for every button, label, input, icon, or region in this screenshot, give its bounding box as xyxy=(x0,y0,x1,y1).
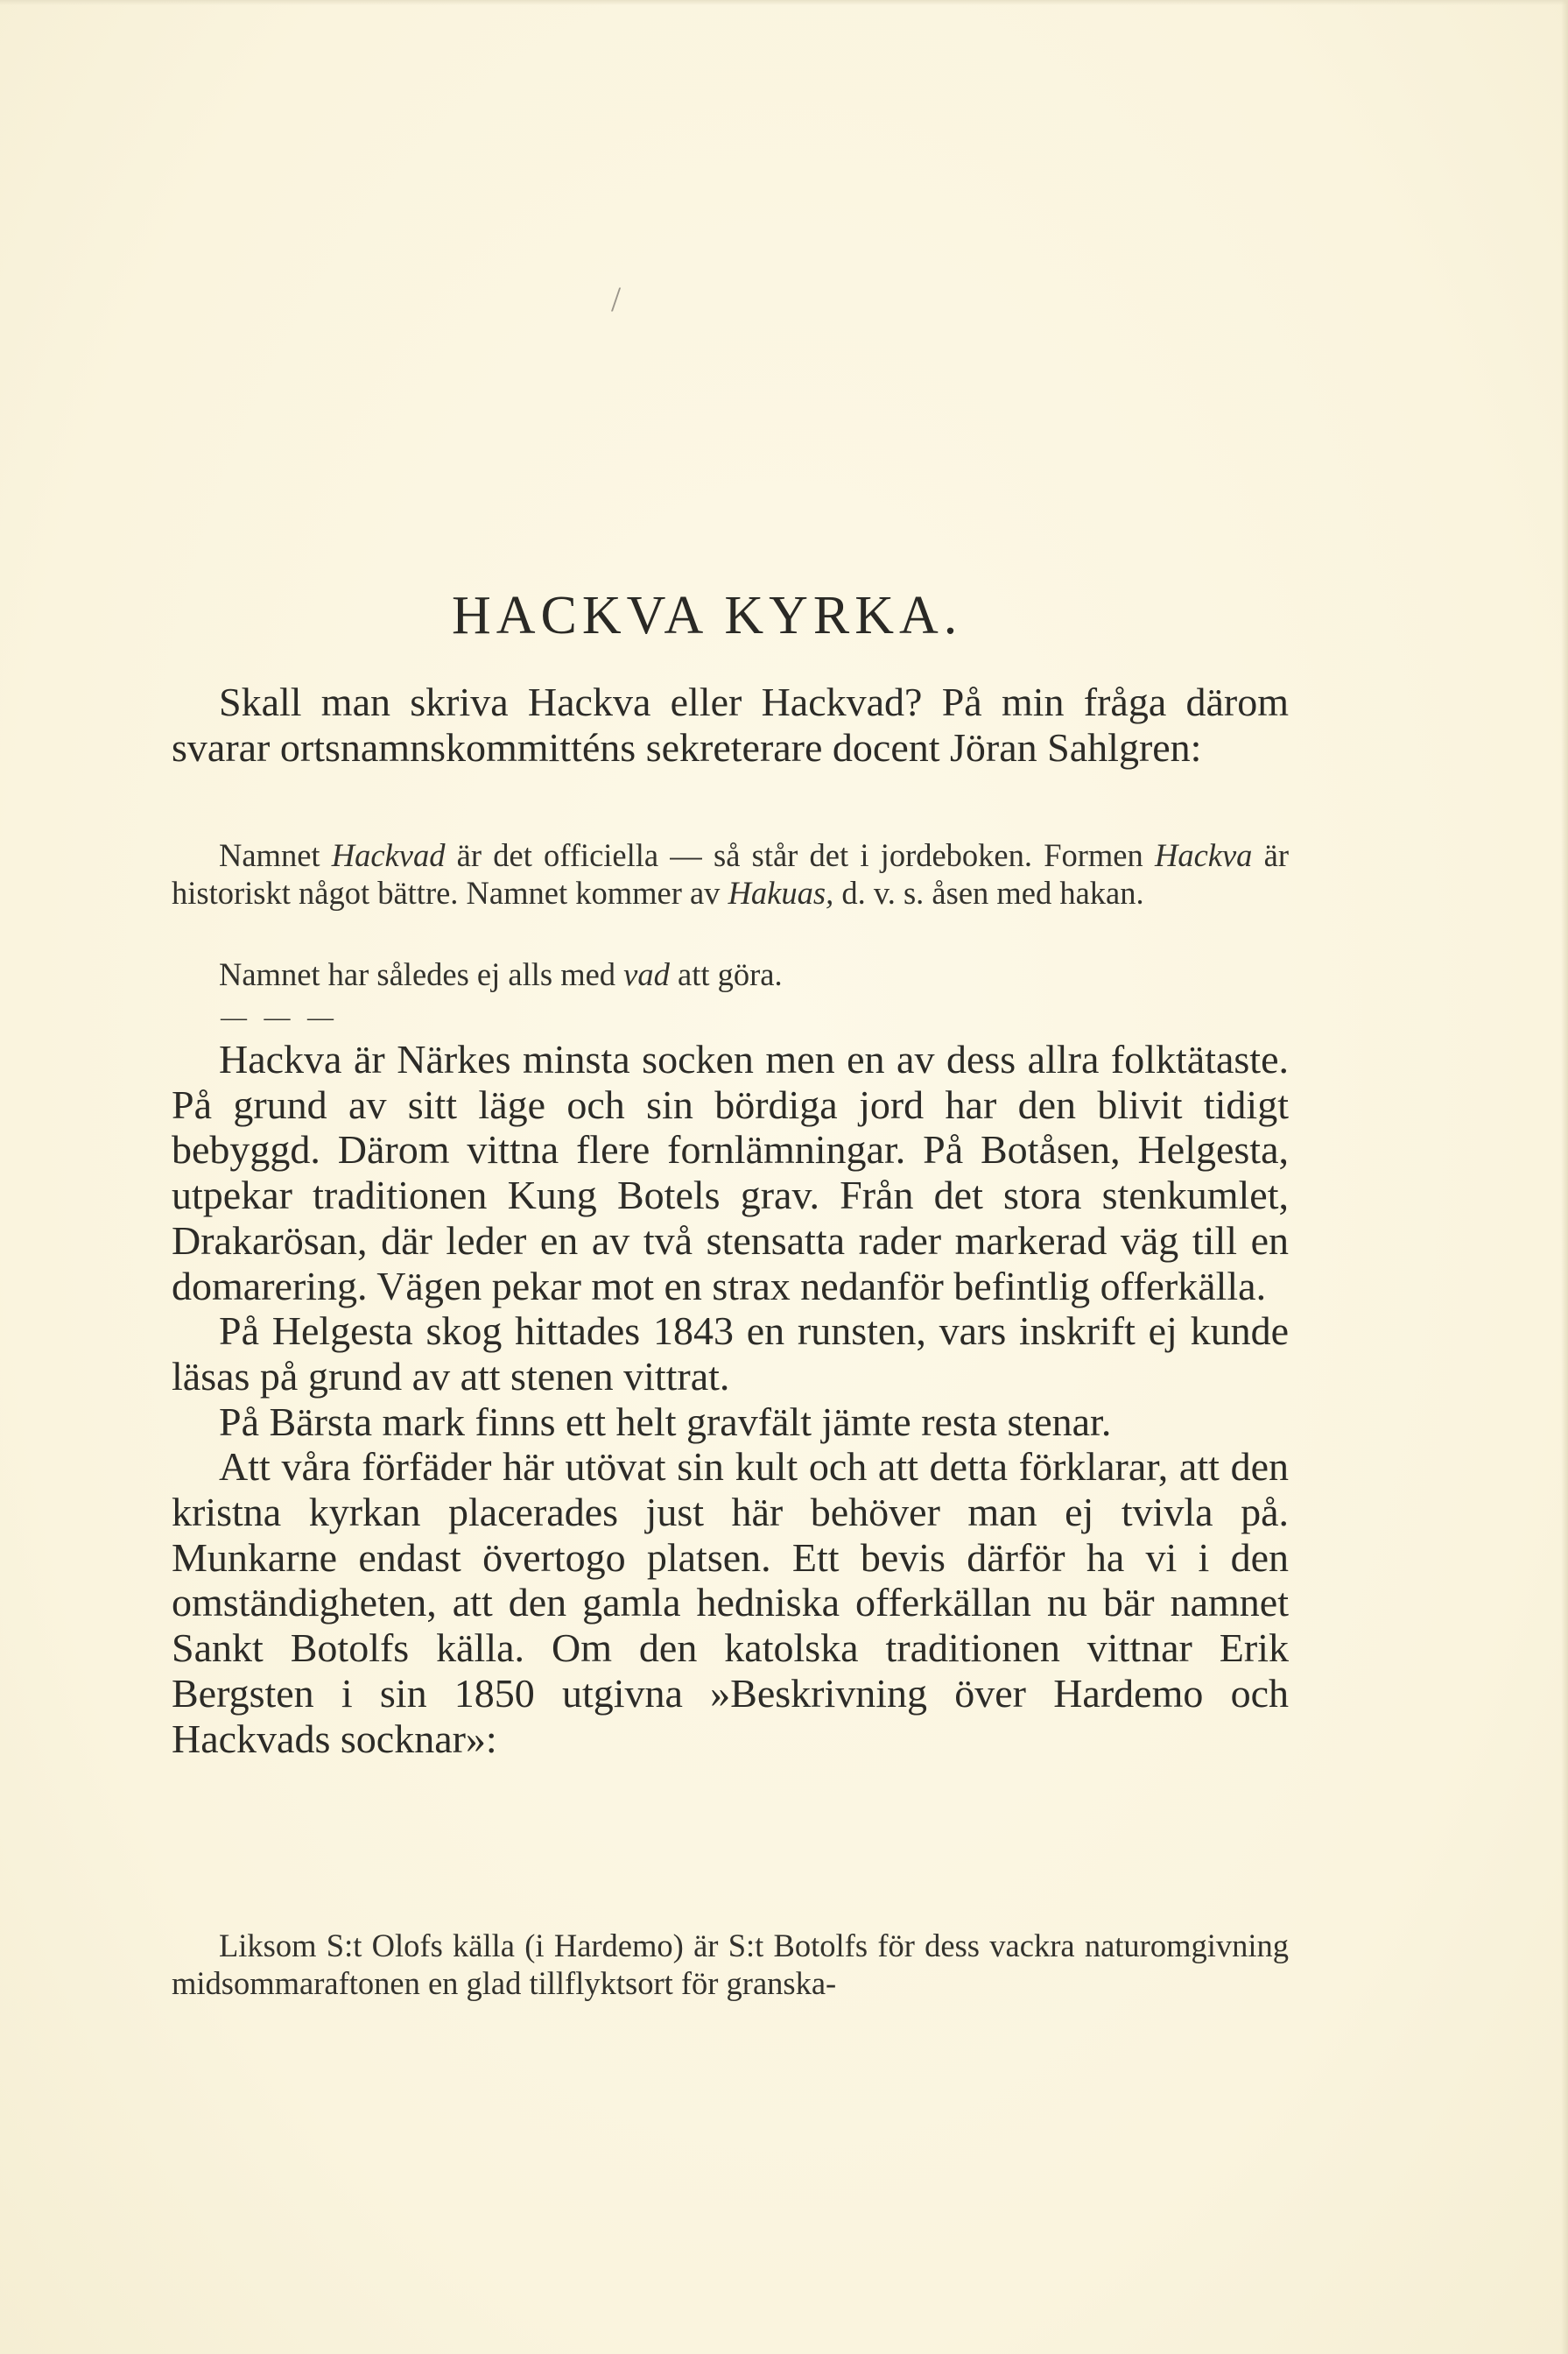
quote-text: att göra. xyxy=(669,956,783,992)
quote-paragraph-2 xyxy=(172,955,1289,993)
quote-text: Namnet xyxy=(219,837,332,873)
quote-text: är det officiella — så står det i jordeboken. Formen xyxy=(445,837,1155,873)
body-paragraph: På Bärsta mark finns ett helt gravfält jämte resta stenar. xyxy=(219,1399,1112,1444)
body-paragraph: Att våra förfäder här utövat sin kult och att detta förklarar, att den kristna kyrkan placerades just här behöver man ej tvivla på. Munkarne endast övertogo platsen. Ett bevis därför ha vi i den omständigheten, att den gamla hedniska offerkällan nu bär namnet Sankt Botolfs källa. Om den katolska traditionen vittnar Erik Bergsten i sin 1850 utgivna »Beskrivning över Hardemo och Hackvads socknar»: xyxy=(172,1444,1289,1761)
quote-paragraph-1 xyxy=(172,836,1289,912)
body-paragraph: På Helgesta skog hittades 1843 en runsten, vars inskrift ej kunde läsas på grund av att stenen vittrat. xyxy=(172,1308,1289,1399)
quote-text: är historiskt något bättre. Namnet kommer av xyxy=(172,837,1289,911)
quote-italic-word: Hackvad xyxy=(331,837,446,873)
quote-text: Namnet har således ej alls med xyxy=(219,956,624,992)
section-separator: — — — xyxy=(221,1003,339,1032)
intro-paragraph: Skall man skriva Hackva eller Hackvad? På min fråga därom svarar ortsnamnskommitténs sekreterare docent Jöran Sahlgren: xyxy=(172,680,1289,770)
page-edge-right xyxy=(1561,0,1568,2354)
quote-italic-word: vad xyxy=(623,956,670,992)
quote-text: d. v. s. åsen med hakan. xyxy=(833,875,1144,911)
paper-mark: / xyxy=(611,279,622,319)
page-edge-top xyxy=(0,0,1568,5)
quote-italic-word: Hackva xyxy=(1154,837,1253,873)
quote-paragraph-3: Liksom S:t Olofs källa (i Hardemo) är S:t Botolfs för dess vackra naturomgivning midsommaraftonen en glad tillflyktsort för granska- xyxy=(172,1928,1289,2001)
quote-italic-word: Hakuas, xyxy=(728,875,834,911)
page-title: HACKVA KYRKA. xyxy=(452,586,963,645)
main-text xyxy=(172,1037,1289,1761)
body-paragraph: Hackva är Närkes minsta socken men en av dess allra folktätaste. På grund av sitt läge och sin bördiga jord har den blivit tidigt bebyggd. Därom vittna flere fornlämningar. På Botåsen, Helgesta, utpekar traditionen Kung Botels grav. Från det stora stenkumlet, Drakarösan, där leder en av två stensatta rader markerad väg till en domarering. Vägen pekar mot en strax nedanför befintlig offerkälla. xyxy=(172,1037,1289,1308)
